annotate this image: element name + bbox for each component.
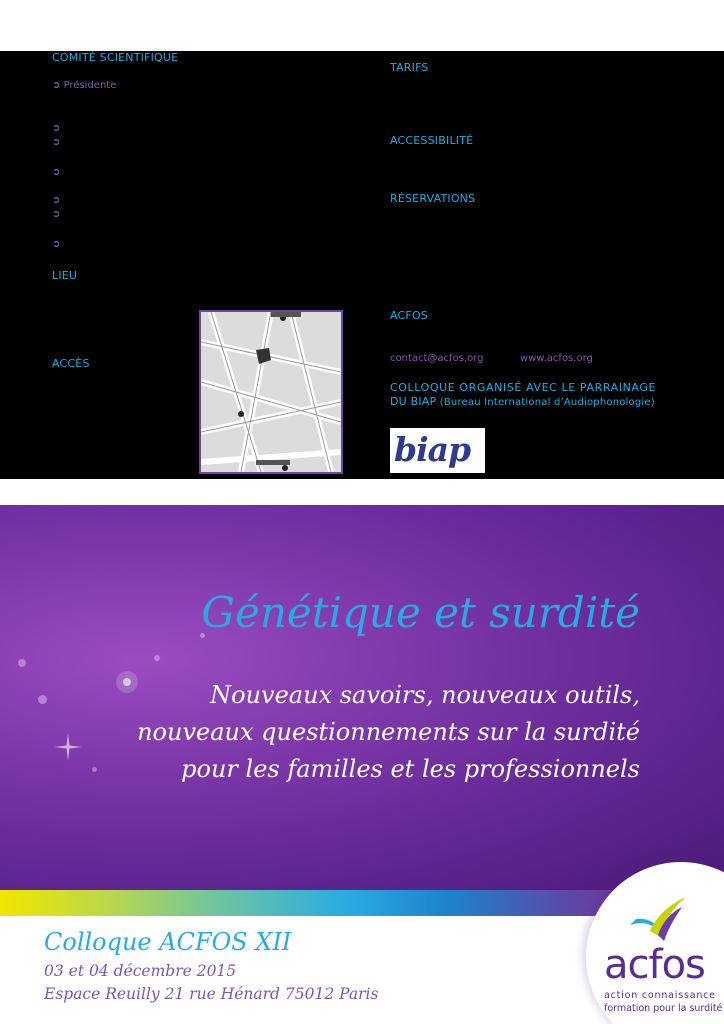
arrow-bullet-icon: ➲ [52, 239, 61, 250]
acfos-bird-icon [628, 895, 688, 947]
acfos-tagline-2: formation pour la surdité [604, 1003, 723, 1014]
street-map-graphic [201, 312, 341, 472]
biap-logo-text: biap [394, 430, 471, 469]
info-panel [0, 51, 724, 479]
parrainage-biap: DU BIAP [390, 395, 437, 408]
event-venue: Espace Reuilly 21 rue Hénard 75012 Paris [44, 985, 379, 1003]
parrainage-line-1: COLLOQUE ORGANISÉ AVEC LE PARRAINAGE [390, 381, 657, 394]
accessibilite-heading: ACCESSIBILITÉ [390, 134, 474, 147]
arrow-bullet-icon: ➲ [52, 80, 64, 91]
event-dates: 03 et 04 décembre 2015 [44, 962, 237, 980]
reservations-heading: RÉSERVATIONS [390, 192, 476, 205]
lieu-heading: LIEU [52, 269, 78, 282]
biap-logo [390, 428, 485, 473]
sparkle-decoration [18, 659, 26, 667]
acfos-logo-word: acfos [604, 942, 705, 988]
event-name: Colloque ACFOS XII [44, 928, 292, 956]
acces-heading: ACCÈS [52, 357, 90, 370]
subtitle [20, 677, 640, 788]
subtitle-line: pour les familles et les professionnels [181, 755, 640, 783]
tarifs-heading: TARIFS [390, 61, 429, 74]
subtitle-line: nouveaux questionnements sur la surdité [137, 718, 640, 746]
main-title: Génétique et surdité [201, 588, 640, 637]
website-link[interactable]: www.acfos.org [520, 353, 593, 364]
sparkle-decoration [154, 655, 160, 661]
arrow-bullet-icon: ➲ [52, 195, 61, 206]
title-banner [0, 505, 724, 890]
parrainage-biap-full: (Bureau International d’Audiophonologie) [436, 397, 655, 408]
acfos-heading: ACFOS [390, 309, 428, 322]
comite-scientifique-heading: COMITÉ SCIENTIFIQUE [52, 51, 179, 64]
contact-email-link[interactable]: contact@acfos.org [390, 353, 484, 364]
arrow-bullet-icon: ➲ [52, 167, 61, 178]
location-map-image [199, 310, 343, 474]
arrow-bullet-icon: ➲ [52, 137, 61, 148]
presidente-line [52, 80, 116, 91]
acfos-tagline-1: action connaissance [604, 990, 716, 1001]
parrainage-line-2 [390, 395, 655, 408]
arrow-bullet-icon: ➲ [52, 209, 61, 220]
arrow-bullet-icon: ➲ [52, 123, 61, 134]
presidente-label: Présidente [63, 80, 117, 91]
subtitle-line: Nouveaux savoirs, nouveaux outils, [210, 681, 640, 709]
